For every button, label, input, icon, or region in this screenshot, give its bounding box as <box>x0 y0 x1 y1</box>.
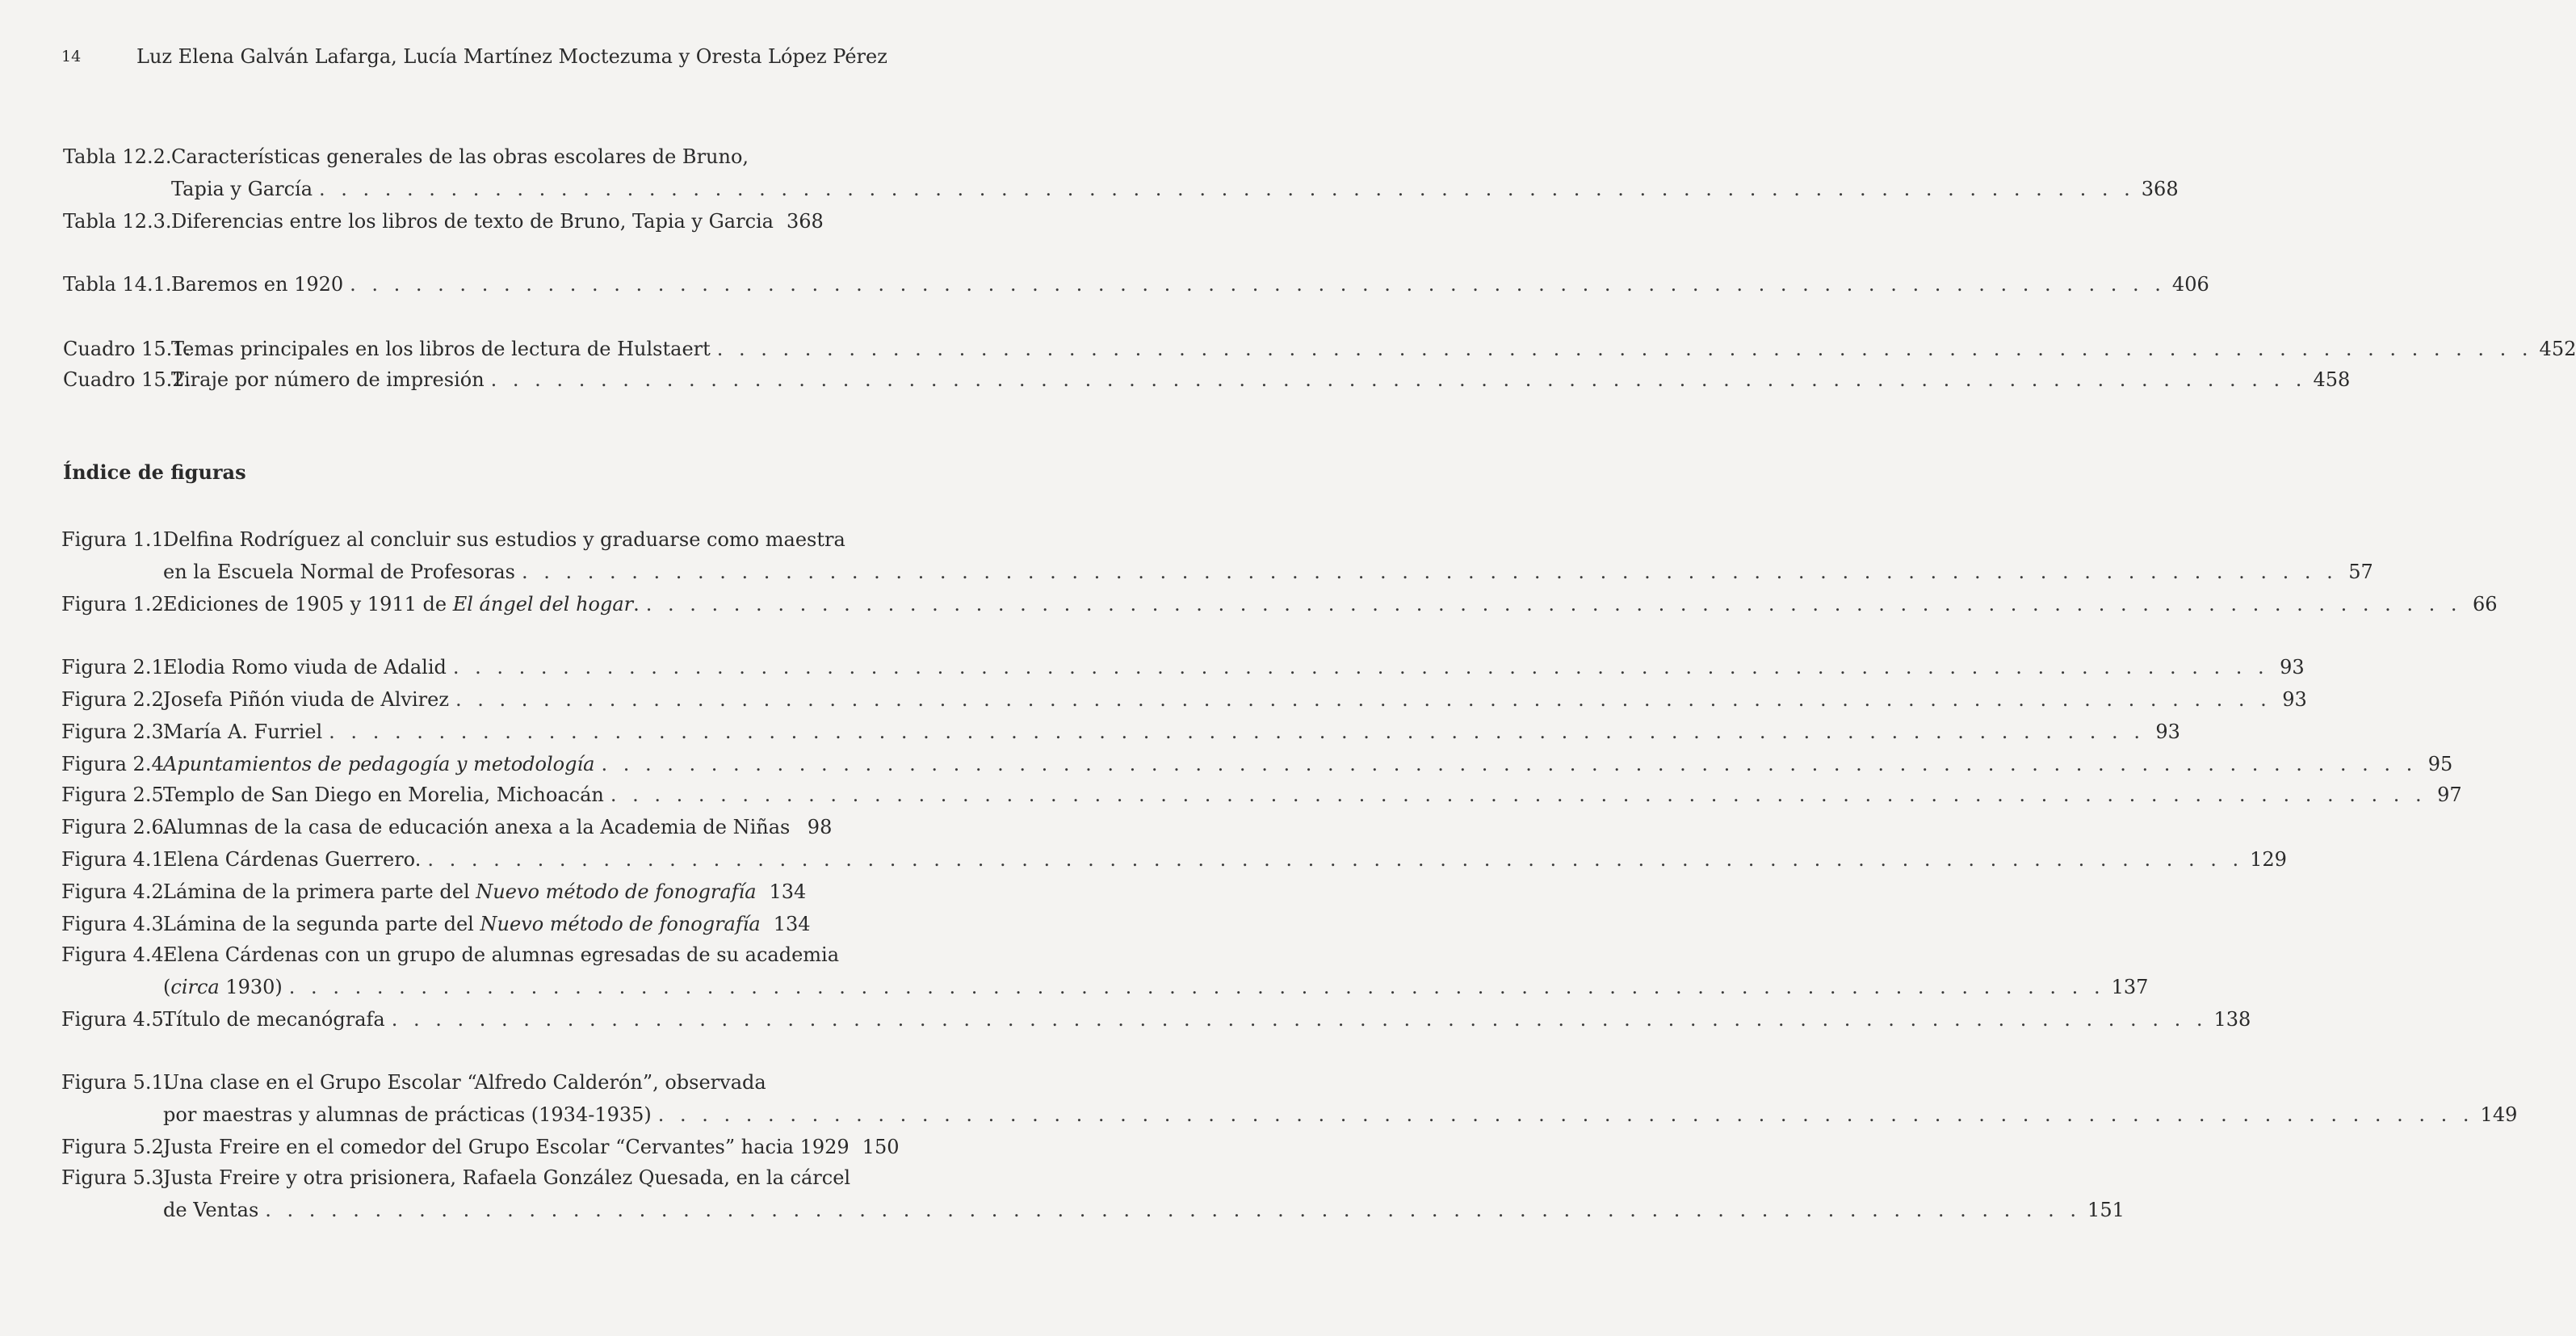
entry-label: Cuadro 15.2. <box>63 368 191 391</box>
entry-title-line-final <box>163 716 2180 748</box>
entry-title: Alumnas de la casa de educación anexa a la Academia de Niñas <box>163 816 791 838</box>
entry-title-line-final <box>163 811 833 843</box>
entry-page-number: 97 <box>2437 784 2462 806</box>
entry-title: Delfina Rodríguez al concluir sus estudios y graduarse como maestra <box>163 528 845 551</box>
entry-page-number: 134 <box>773 913 811 935</box>
entry-label: Figura 2.5. <box>61 784 170 806</box>
entry-title <box>163 908 761 940</box>
entry-title-line-final <box>163 876 807 908</box>
dot-leader: . . . . . . . . . . . . . . . . . . . . . . . . . . . . . . . . . . . . . . . . . . . . . . . . . . . . . . . . . . . . . . . . . . . . . . . . . . . . . . . . . . . <box>452 656 2269 679</box>
entry-page-number: 368 <box>2141 178 2179 200</box>
entry-title-line-final <box>163 1194 2125 1226</box>
entry-title-pre: ( <box>163 976 171 998</box>
entry-title-pre: Lámina de la segunda parte del <box>163 913 480 935</box>
entry-title-pre: Ediciones de 1905 y 1911 de <box>163 593 453 615</box>
entry-title: María A. Furriel <box>163 721 323 743</box>
entry-title: Diferencias entre los libros de texto de Bruno, Tapia y Garcia <box>171 210 774 233</box>
entry-title-line <box>171 141 749 173</box>
entry-title-post: . <box>633 593 640 615</box>
entry-title-line-final <box>163 651 2305 683</box>
dot-leader: . . . . . . . . . . . . . . . . . . . . . . . . . . . . . . . . . . . . . . . . . . . . . . . . . . . . . . . . . . . . . . . . . . . . . . . . . . . . . . . . . . . <box>391 1008 2208 1031</box>
entry-title-line-final <box>163 843 2287 876</box>
entry-title-line-final <box>163 908 811 940</box>
entry-label: Figura 5.2. <box>61 1136 170 1158</box>
entry-page-number: 138 <box>2213 1008 2251 1031</box>
dot-leader: . . . . . . . . . . . . . . . . . . . . . . . . . . . . . . . . . . . . . . . . . . . . . . . . . . . . . . . . . . . . . . . . . . . . . . . . . . . . . . . . . . . <box>645 593 2462 615</box>
dot-leader: . . . . . . . . . . . . . . . . . . . . . . . . . . . . . . . . . . . . . . . . . . . . . . . . . . . . . . . . . . . . . . . . . . . . . . . . . . . . . . . . . . . <box>329 721 2145 743</box>
entry-page-number: 98 <box>807 816 833 838</box>
entry-title-line-final <box>163 556 2373 588</box>
entry-label: Figura 4.1. <box>61 848 170 871</box>
dot-leader: . . . . . . . . . . . . . . . . . . . . . . . . . . . . . . . . . . . . . . . . . . . . . . . . . . . . . . . . . . . . . . . . . . . . . . . . . . . . . . . . . . . <box>265 1199 2082 1221</box>
entry-page-number: 151 <box>2087 1199 2125 1221</box>
entry-title: Una clase en el Grupo Escolar “Alfredo Calderón”, observada <box>163 1071 766 1094</box>
entry-label: Figura 1.1. <box>61 528 170 551</box>
entry-label: Figura 4.5. <box>61 1008 170 1031</box>
entry-label: Tabla 12.3. <box>63 210 172 233</box>
entry-title: Templo de San Diego en Morelia, Michoacán <box>163 784 604 806</box>
dot-leader: . . . . . . . . . . . . . . . . . . . . . . . . . . . . . . . . . . . . . . . . . . . . . . . . . . . . . . . . . . . . . . . . . . . . . . . . . . . . . . . . . . . <box>319 178 2135 200</box>
entry-page-number: 129 <box>2250 848 2287 871</box>
dot-leader: . . . . . . . . . . . . . . . . . . . . . . . . . . . . . . . . . . . . . . . . . . . . . . . . . . . . . . . . . . . . . . . . . . . . . . . . . . . . . . . . . . . <box>657 1103 2474 1126</box>
entry-title-line-final <box>163 1131 900 1163</box>
entry-title-line <box>163 939 839 971</box>
entry-title-italic: circa <box>170 976 220 998</box>
entry-label: Figura 5.1. <box>61 1071 170 1094</box>
entry-label: Figura 1.2. <box>61 593 170 615</box>
entry-page-number: 458 <box>2313 368 2351 391</box>
entry-title: de Ventas <box>163 1199 259 1221</box>
entry-label: Figura 5.3. <box>61 1166 170 1189</box>
entry-label: Figura 4.4. <box>61 943 170 966</box>
entry-page-number: 95 <box>2427 753 2453 775</box>
dot-leader: . . . . . . . . . . . . . . . . . . . . . . . . . . . . . . . . . . . . . . . . . . . . . . . . . . . . . . . . . . . . . . . . . . . . . . . . . . . . . . . . . . . <box>350 273 2166 296</box>
entry-label: Tabla 12.2. <box>63 145 172 168</box>
entry-title-line <box>163 523 845 556</box>
entry-title: Elena Cárdenas Guerrero. <box>163 848 422 871</box>
entry-title <box>163 876 757 908</box>
entry-title-line-final <box>163 748 2453 780</box>
entry-page-number: 93 <box>2282 688 2307 711</box>
entry-title-line-final <box>171 205 824 237</box>
entry-title-line-final <box>171 333 2576 365</box>
entry-title: Elena Cárdenas con un grupo de alumnas egresadas de su academia <box>163 943 840 966</box>
entry-page-number: 66 <box>2473 593 2498 615</box>
entry-title-post: 1930) <box>219 976 283 998</box>
entry-label: Figura 2.3. <box>61 721 170 743</box>
entry-title-line-final <box>163 588 2498 620</box>
entry-title: en la Escuela Normal de Profesoras <box>163 561 515 583</box>
dot-leader: . . . . . . . . . . . . . . . . . . . . . . . . . . . . . . . . . . . . . . . . . . . . . . . . . . . . . . . . . . . . . . . . . . . . . . . . . . . . . . . . . . . <box>427 848 2244 871</box>
entry-page-number: 368 <box>787 210 824 233</box>
entry-label: Figura 4.3. <box>61 913 170 935</box>
entry-label: Figura 2.4 <box>61 753 164 775</box>
entry-title <box>163 588 640 620</box>
dot-leader: . . . . . . . . . . . . . . . . . . . . . . . . . . . . . . . . . . . . . . . . . . . . . . . . . . . . . . . . . . . . . . . . . . . . . . . . . . . . . . . . . . . <box>288 976 2105 998</box>
entry-label: Figura 4.2. <box>61 880 170 903</box>
entry-title-line-final <box>163 779 2462 811</box>
entry-title: Justa Freire y otra prisionera, Rafaela González Quesada, en la cárcel <box>163 1166 851 1189</box>
dot-leader: . . . . . . . . . . . . . . . . . . . . . . . . . . . . . . . . . . . . . . . . . . . . . . . . . . . . . . . . . . . . . . . . . . . . . . . . . . . . . . . . . . . <box>455 688 2272 711</box>
entry-page-number: 134 <box>769 880 807 903</box>
entry-title: Tiraje por número de impresión <box>171 368 485 391</box>
entry-title-line-final <box>171 173 2179 205</box>
entry-title-line-final <box>171 363 2351 396</box>
figures-heading: Índice de figuras <box>63 460 246 484</box>
entry-title: Josefa Piñón viuda de Alvirez <box>163 688 449 711</box>
entry-page-number: 150 <box>862 1136 900 1158</box>
entry-title-line-final <box>163 971 2149 1003</box>
page-number: 14 <box>61 48 82 65</box>
entry-page-number: 93 <box>2280 656 2305 679</box>
entry-page-number: 406 <box>2171 273 2209 296</box>
entry-label: Figura 2.1. <box>61 656 170 679</box>
entry-title-line-final <box>163 683 2307 716</box>
entry-label: Figura 2.6. <box>61 816 170 838</box>
entry-title: Elodia Romo viuda de Adalid <box>163 656 447 679</box>
dot-leader: . . . . . . . . . . . . . . . . . . . . . . . . . . . . . . . . . . . . . . . . . . . . . . . . . . . . . . . . . . . . . . . . . . . . . . . . . . . . . . . . . . . <box>610 784 2427 806</box>
running-head-authors: Luz Elena Galván Lafarga, Lucía Martínez Moctezuma y Oresta López Pérez <box>136 45 887 68</box>
entry-title-italic: Nuevo método de fonografía <box>476 880 757 903</box>
entry-title-italic: El ángel del hogar <box>452 593 634 615</box>
entry-page-number: 57 <box>2348 561 2373 583</box>
dot-leader: . . . . . . . . . . . . . . . . . . . . . . . . . . . . . . . . . . . . . . . . . . . . . . . . . . . . . . . . . . . . . . . . . . . . . . . . . . . . . . . . . . . <box>490 368 2307 391</box>
entry-title: Tapia y García <box>171 178 313 200</box>
entry-label: Tabla 14.1. <box>63 273 172 296</box>
entry-page-number: 137 <box>2111 976 2149 998</box>
entry-title-italic: Nuevo método de fonografía <box>480 913 761 935</box>
entry-title: por maestras y alumnas de prácticas (1934-1935) <box>163 1103 652 1126</box>
entry-page-number: 452 <box>2539 338 2576 360</box>
dot-leader: . . . . . . . . . . . . . . . . . . . . . . . . . . . . . . . . . . . . . . . . . . . . . . . . . . . . . . . . . . . . . . . . . . . . . . . . . . . . . . . . . . . <box>601 753 2418 775</box>
entry-title: Características generales de las obras escolares de Bruno, <box>171 145 749 168</box>
entry-title-line-final <box>171 268 2209 300</box>
entry-title-line <box>163 1162 850 1194</box>
dot-leader: . . . . . . . . . . . . . . . . . . . . . . . . . . . . . . . . . . . . . . . . . . . . . . . . . . . . . . . . . . . . . . . . . . . . . . . . . . . . . . . . . . . <box>521 561 2338 583</box>
entry-page-number: 149 <box>2480 1103 2518 1126</box>
entry-title <box>163 971 283 1003</box>
entry-title: Baremos en 1920 <box>171 273 344 296</box>
entry-title <box>163 748 594 780</box>
entry-title: Justa Freire en el comedor del Grupo Escolar “Cervantes” hacia 1929 <box>163 1136 850 1158</box>
entry-title-italic: Apuntamientos de pedagogía y metodología <box>163 753 595 775</box>
entry-title-line-final <box>163 1099 2518 1131</box>
entry-title-line <box>163 1066 766 1099</box>
entry-title: Título de mecanógrafa <box>163 1008 385 1031</box>
entry-label: Figura 2.2. <box>61 688 170 711</box>
entry-page-number: 93 <box>2155 721 2180 743</box>
entry-label: Cuadro 15.1. <box>63 338 191 360</box>
entry-title-pre: Lámina de la primera parte del <box>163 880 476 903</box>
running-head <box>61 45 887 74</box>
dot-leader: . . . . . . . . . . . . . . . . . . . . . . . . . . . . . . . . . . . . . . . . . . . . . . . . . . . . . . . . . . . . . . . . . . . . . . . . . . . . . . . . . . . <box>716 338 2533 360</box>
entry-title: Temas principales en los libros de lectura de Hulstaert <box>171 338 711 360</box>
entry-title-line-final <box>163 1003 2251 1036</box>
